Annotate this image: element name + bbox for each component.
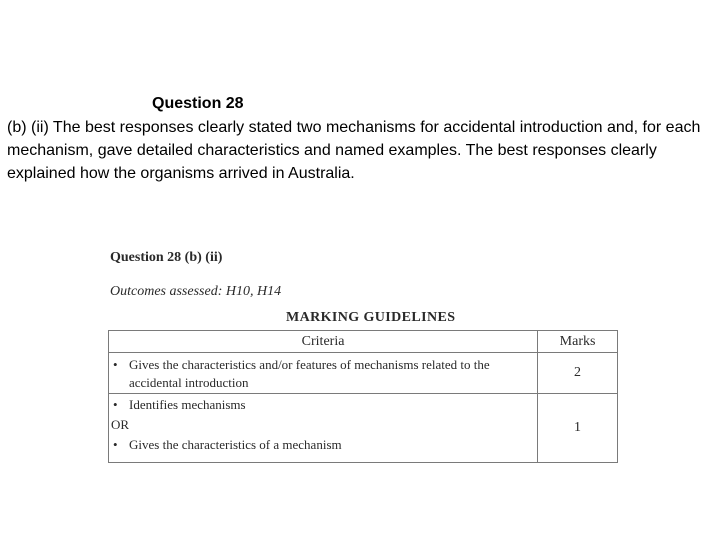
- question-heading: Question 28 (b) (ii): [110, 250, 223, 265]
- criterion-item: [109, 356, 537, 392]
- criterion-item: [109, 396, 537, 414]
- feedback-paragraph: (b) (ii) The best responses clearly stated two mechanisms for accidental introduction and, for each mechanism, gave detailed characteristics and named examples. The best responses clearly explained how the organisms arrived in Australia.: [7, 119, 701, 182]
- criteria-cell: [109, 353, 538, 394]
- criteria-cell: [109, 394, 538, 463]
- criteria-header: Criteria: [109, 331, 538, 353]
- marks-header: Marks: [538, 331, 618, 353]
- criterion-text: Identifies mechanisms: [129, 397, 246, 412]
- marking-guidelines-title: MARKING GUIDELINES: [286, 310, 456, 325]
- marks-cell: 1: [538, 394, 618, 463]
- criterion-item: [109, 436, 537, 454]
- table-row: [109, 353, 618, 394]
- bullet-icon: •: [113, 397, 118, 412]
- outcomes-assessed: Outcomes assessed: H10, H14: [110, 284, 282, 299]
- bullet-icon: •: [113, 357, 118, 372]
- criterion-text: Gives the characteristics of a mechanism: [129, 437, 342, 452]
- question-title: Question 28: [152, 95, 244, 112]
- or-separator: OR: [111, 417, 130, 432]
- marking-guidelines-table: [108, 330, 618, 463]
- table-header-row: [109, 331, 618, 353]
- marks-cell: 2: [538, 353, 618, 394]
- criterion-text: Gives the characteristics and/or features of mechanisms related to the accidental introduction: [129, 357, 490, 390]
- table-row: [109, 394, 618, 463]
- bullet-icon: •: [113, 437, 118, 452]
